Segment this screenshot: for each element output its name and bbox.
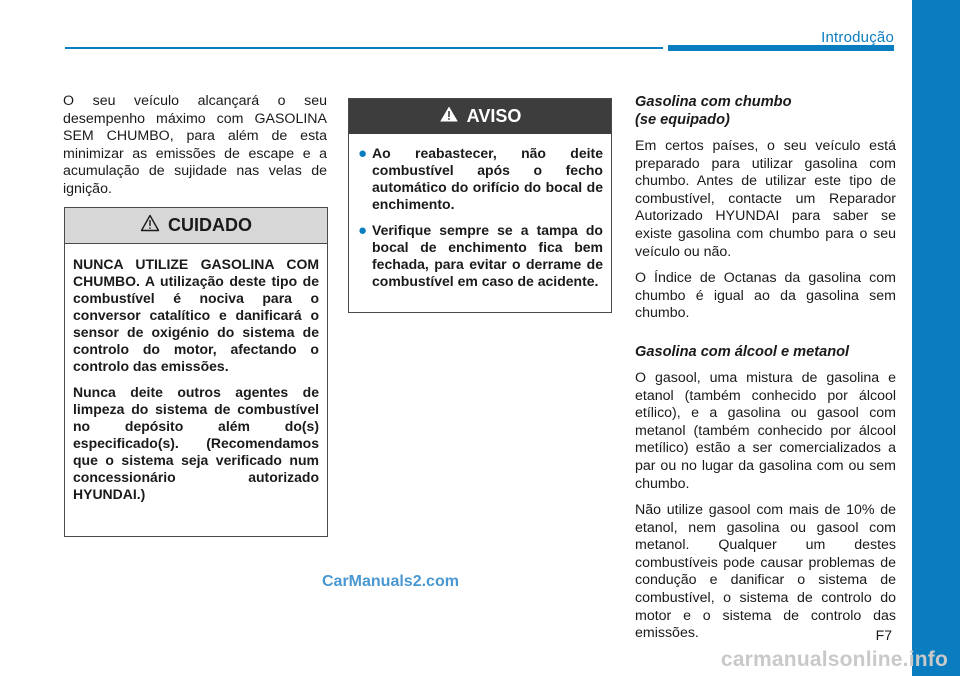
bullet-icon: ● — [358, 145, 368, 162]
intro-paragraph: O seu veículo alcançará o seu desempenho máximo com GASOLINA SEM CHUMBO, para além de esta minimizar as emissões de escape e a acumulação de sujidade nas velas de ignição. — [63, 93, 327, 197]
warning-item-text: Verifique sempre se a tampa do bocal de enchimento fica bem fechada, para evitar o derrame de combustível em caso de acidente. — [372, 222, 603, 289]
caution-paragraph: NUNCA UTILIZE GASOLINA COM CHUMBO. A utilização deste tipo de combustível é nociva para o conversor catalítico e danificará o sensor de oxigénio do sistema de controlo do motor, afectando o controlo das emissões. — [73, 256, 319, 374]
heading-line: Gasolina com chumbo — [635, 94, 792, 110]
body-paragraph: Não utilize gasool com mais de 10% de etanol, nem gasolina ou gasool com metanol. Qualquer um destes combustíveis pode causar problemas de condução e danificar o sistema de combustível, o sistema de controlo do motor e o sistema de controlo das emissões. — [635, 502, 896, 642]
body-paragraph: O gasool, uma mistura de gasolina e etanol (também conhecido por álcool etílico), e a gasolina ou gasool com metanol (também conhecido por álcool metílico) estão a ser comercializados a par ou no lugar da gasolina com ou sem chumbo. — [635, 369, 896, 492]
caution-paragraph: Nunca deite outros agentes de limpeza do sistema de combustível no depósito além do(s) especificado(s). (Recomendamos que o sistema seja verificado num concessionário autorizado HYUNDAI.) — [73, 384, 319, 502]
page-number: F7 — [875, 627, 892, 643]
section-title: Introdução — [821, 29, 894, 46]
header-rule — [65, 47, 663, 49]
heading-line: (se equipado) — [635, 112, 730, 128]
warning-box — [348, 98, 612, 313]
warning-list — [357, 145, 603, 290]
watermark-link[interactable]: CarManuals2.com — [322, 573, 459, 590]
warning-item-text: Ao reabastecer, não deite combustível após o fecho automático do orifício do bocal de enchimento. — [372, 145, 603, 212]
section-heading-alcohol: Gasolina com álcool e metanol — [635, 343, 850, 360]
section-heading-leaded — [635, 93, 896, 129]
warning-box-body — [349, 134, 611, 290]
bullet-icon: ● — [358, 222, 368, 239]
warning-list-item — [357, 222, 603, 290]
warning-box-title: AVISO — [466, 106, 522, 126]
site-watermark: carmanualsonline.info — [720, 648, 948, 671]
body-paragraph: Em certos países, o seu veículo está preparado para utilizar gasolina com chumbo. Antes de utilizar este tipo de combustível, contacte um Reparador Autorizado HYUNDAI para saber se existe gasolina com chumbo para o seu veículo ou não. — [635, 138, 896, 260]
caution-box-body — [65, 244, 327, 503]
left-column — [63, 93, 327, 208]
caution-box-header — [65, 208, 327, 244]
side-color-band — [912, 0, 960, 676]
warning-box-header — [349, 99, 611, 134]
warning-triangle-icon — [140, 214, 160, 237]
warning-list-item — [357, 145, 603, 213]
body-paragraph: O Índice de Octanas da gasolina com chumbo é igual ao da gasolina sem chumbo. — [635, 270, 896, 322]
right-column — [635, 93, 896, 652]
caution-box-title: CUIDADO — [168, 215, 252, 235]
warning-triangle-icon — [439, 105, 459, 128]
caution-box — [64, 207, 328, 537]
